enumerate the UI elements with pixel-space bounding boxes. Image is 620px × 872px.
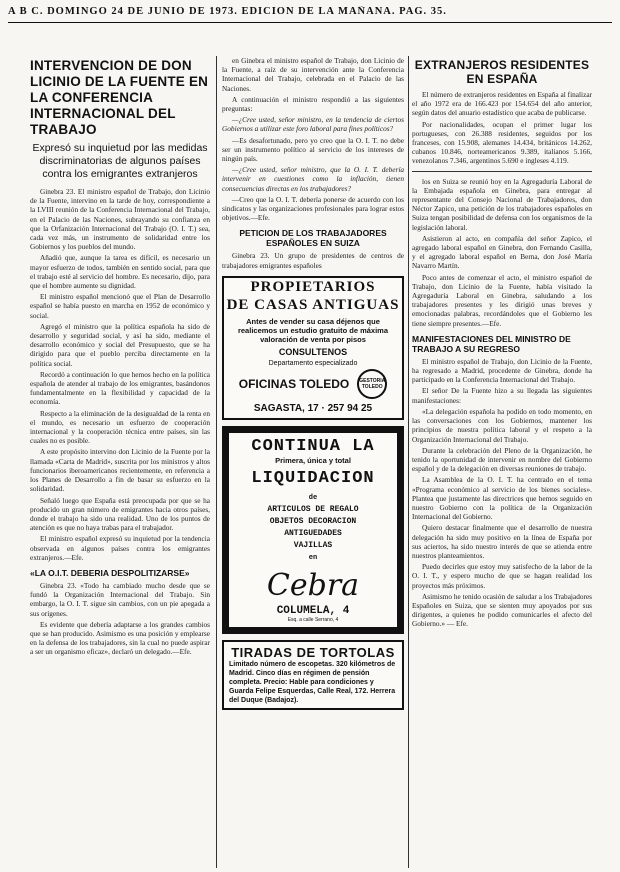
ad-tiny-note: Esq. a calle Serrano, 4 [287, 616, 339, 623]
ad-en: en [308, 553, 318, 562]
separator [412, 171, 592, 172]
ad-de: de [308, 493, 318, 502]
paragraph: A continuación el ministro respondió a las siguientes preguntas: [222, 94, 404, 114]
ad-title-line2: DE CASAS ANTIGUAS [226, 296, 400, 313]
paragraph: Ginebra 23. Un grupo de presidentes de centros de trabajadores emigrantes españoles [222, 251, 404, 270]
ad-liquidacion-title: LIQUIDACION [251, 468, 375, 488]
paragraph: «La delegación española ha podido en todo momento, en las conversaciones con los Gobiernos, mantener los principios de nuestra política laboral y el respeto a la Organización Internacional del Trabajo. [412, 406, 592, 444]
article-column-3 [412, 56, 592, 868]
page-header: A B C. DOMINGO 24 DE JUNIO DE 1973. EDICION DE LA MAÑANA. PAG. 35. [8, 6, 447, 17]
paragraph: Agregó el ministro que la política española ha sido de desarrollo y seguridad social, y así ha sido, mediante el desarrollo económico y social del Presupuesto, que se ha dirigido para que el pueblo perciba directamente en la política social. [30, 321, 210, 368]
paragraph: Quiero destacar finalmente que el desarrollo de nuestra delegación ha sido muy positivo en la línea de España por sus aciertos, ha sido nuestro interés de que se atienda entre nuestros planteamientos. [412, 523, 592, 560]
paragraph: El ministro español de Trabajo, don Licinio de la Fuente, ha regresado a Madrid, procedente de Ginebra, donde ha participado en la Conferencia Internacional del Trabajo. [412, 356, 592, 385]
paragraph: Poco antes de comenzar el acto, el ministro español de Trabajo, don Licinio de la Fuente, había visitado la Agregaduría Laboral en Ginebra, saludando a los trabajadores presentes y les dirigió unas breves y emocionadas palabras, recordándoles que el Gobierno les tiene siempre presentes.—Efe. [412, 272, 592, 328]
cebra-logo: Cebra [266, 567, 360, 603]
paragraph: Añadió que, aunque la tarea es difícil, es necesario un mayor esfuerzo de todos, también en sentido social, para que el trabajo esté al servicio del hombre. Es necesario, dijo, para que el hombre aumente su dignidad. [30, 253, 210, 291]
paragraph: Es evidente que debería adaptarse a los grandes cambios que se han producido. Asimismo es una posición y emplearse en la defensa de los trabajadores, sin la cual no puede aspirar a ser un organismo eficaz», declaró un delegado.—Efe. [30, 619, 210, 657]
paragraph: Recordó a continuación lo que hemos hecho en la política española de atender al trabajo de los emigrantes, basándonos fundamentalmente en la flexibilidad y capacidad de la economía. [30, 369, 210, 407]
ad-office-row [224, 369, 402, 399]
section-headline: MANIFESTACIONES DEL MINISTRO DE TRABAJO A SU REGRESO [412, 333, 571, 354]
ad-department: Departamento especializado [268, 359, 358, 367]
article-headline: EXTRANJEROS RESIDENTES EN ESPAÑA [414, 58, 590, 86]
ad-primera: Primera, única y total [275, 455, 351, 465]
ad-office-name: OFICINAS TOLEDO [238, 376, 350, 391]
paragraph: Respecto a la eliminación de la desigualdad de la renta en el mundo, es necesario un esfuerzo de cooperación internacional y la cooperación técnica entre países, sin las cuales no es posible. [30, 408, 210, 446]
article-subhead: Expresó su inquietud por las medidas discriminatorias de algunos países contra los emigrantes extranjeros [32, 142, 208, 180]
column-divider-2 [408, 56, 409, 868]
paragraph: —Creo que la O. I. T. debería ponerse de acuerdo con los sindicatos y las organizaciones profesionales para lograr estos objetivos.—Efe. [222, 194, 404, 223]
paragraph: los en Suiza se reunió hoy en la Agregaduría Laboral de la Embajada española en Ginebra, para entregar al representante del Consejo Nacional de Trabajadores, don Néctor Zapico, una petición de los trabajadores españoles en Suiza tengan posibilidad de defensa con los organismos de la legislación laboral. [412, 176, 592, 232]
paragraph: El ministro español mencionó que el Plan de Desarrollo español se había puesto en marcha en 1952 de económico y social. [30, 292, 210, 320]
section-kicker: «LA O.I.T. DEBERIA DESPOLITIZARSE» [30, 567, 190, 578]
paragraph: Puedo decirles que estoy muy satisfecho de la labor de la O. I. T., y espero mucho de que se hagan realidad los proyectos más próximos. [412, 562, 592, 590]
article-column-1 [30, 56, 210, 868]
ad-tortolas-title: TIRADAS DE TORTOLAS [231, 644, 395, 660]
ad-tortolas [222, 640, 404, 710]
ad-tagline: CONSULTENOS [278, 346, 348, 357]
gestoria-logo-icon: GESTORIA TOLEDO [357, 369, 387, 399]
paragraph: Ginebra 23. «Todo ha cambiado mucho desde que se fundó la Organización Internacional del Trabajo. Sin embargo, la O. I. T. sigue sin cambios, con un pie apegada a sus orígenes. [30, 580, 210, 618]
paragraph: en Ginebra el ministro español de Trabajo, don Licinio de la Fuente, a raíz de su intervención ante la Conferencia Internacional del Trabajo, celebrada en el Palacio de las Naciones. [222, 56, 404, 93]
interview-question: —¿Cree usted, señor ministro, que la O. I. T. debería intervenir en cuestiones como la inflación, tienen consecuencias directas en los trabajadores? [222, 165, 404, 193]
paragraph: El ministro español expresó su inquietud por la tendencia observada en algunos países contra los emigrantes extranjeros.—Efe. [30, 534, 210, 562]
paragraph: Señaló luego que España está preocupada por que se ha producido un gran número de emigrantes hacia otros países, donde el trabajo ha sido una realidad. Uno de los puntos de atención es que no haya trabas para el trabajador. [30, 495, 210, 533]
ad-propietarios [222, 276, 404, 420]
ad-address: COLUMELA, 4 [276, 604, 350, 617]
ad-liquidacion-inner [228, 432, 398, 628]
paragraph: —Es desafortunado, pero yo creo que la O. I. T. no debe ser un instrumento político al servicio de los intereses de ningún país. [222, 135, 404, 164]
paragraph: El número de extranjeros residentes en España al finalizar el año 1972 era de 166.423 por 154.654 del año anterior, según datos del anuario estadístico que acaba de publicarse. [412, 90, 592, 118]
ad-item: VAJILLAS [293, 540, 333, 550]
paragraph: Por nacionalidades, ocupan el primer lugar los portugueses, con 26.388 residentes, seguidos por los franceses, con 15.908, alemanes 14.434, británicos 14.262, cubanos 10.846, norteamericanos 9.389, italianos 5.166, venezolanos 7.346, argentinos 5.690 e ingleses 4.119. [412, 119, 592, 166]
ad-address: SAGASTA, 17 · 257 94 25 [253, 402, 373, 414]
paragraph: La Asamblea de la O. I. T. ha centrado en el tema «Programa económico al servicio de los bienes sociales». Plantea que justamente las directrices que hemos seguido en nuestro Gobierno con la política de la Organización Internacional del Gobierno. [412, 475, 592, 522]
interview-question: —¿Cree usted, señor ministro, en la tendencia de ciertos Gobiernos a utilizar este foro laboral para fines políticos? [222, 115, 404, 134]
article-body [30, 187, 210, 562]
ad-body: Antes de vender su casa déjenos que realicemos un estudio gratuito de máxima valoración de venta por pisos [237, 316, 389, 344]
ad-liquidacion [222, 426, 404, 634]
paragraph: Asimismo he tenido ocasión de saludar a los Trabajadores Españoles en Suiza, que se sienten muy apoyados por sus dirigentes, a quienes he podido comunicarles el afecto del Gobierno.» — Efe. [412, 591, 592, 629]
paragraph: Asistieron al acto, en compañía del señor Zapico, el agregado laboral español en Ginebra, don Fernando Casilla, y el agregado laboral español en Berna, don José María Navarro Martín. [412, 233, 592, 271]
ad-tortolas-body: Limitado número de escopetas. 320 kilómetros de Madrid. Cinco días en régimen de pensión completa. Precio: Hable para condiciones y Guarda Felipe Esquerdas, Calle Real, 172. Herrera del Duque (Badajoz). [229, 660, 396, 704]
section-headline: PETICION DE LOS TRABAJADORES ESPAÑOLES EN SUIZA [239, 228, 387, 249]
ad-item: ANTIGUEDADES [284, 528, 342, 538]
article-headline: INTERVENCION DE DON LICINIO DE LA FUENTE EN LA CONFERENCIA INTERNACIONAL DEL TRABAJO [30, 58, 209, 137]
header-rule [8, 22, 612, 23]
column-divider-1 [216, 56, 217, 868]
paragraph: Ginebra 23. El ministro español de Trabajo, don Licinio de la Fuente, intervino en la tarde de hoy, correspondiente a la LVIII reunión de la Conferencia Internacional del Trabajo, en el Palacio de las Naciones, subrayando su confianza en que la Orfanización Internacional del Trabajo (O. I. T.) sea, cada vez más, un instrumento de solidaridad entre los Gobiernos y los pueblos del mundo. [30, 187, 210, 252]
paragraph: El señor De la Fuente hizo a su llegada las siguientes manifestaciones: [412, 386, 592, 405]
ad-title-line1: PROPIETARIOS [250, 278, 376, 295]
article-column-2 [222, 56, 404, 868]
paragraph: A este propósito intervino don Licinio de la Fuente por la llamada «Carta de Madrid», suscrita por los ministros y altos funcionarios iberoamericanos recientemente, en referencia a los Planes de Desarrollo a fin de basar su esfuerzo en la solidaridad. [30, 447, 210, 494]
ad-item: OBJETOS DECORACION [269, 516, 357, 526]
paragraph: Durante la celebración del Pleno de la Organización, he tenido la oportunidad de intervenir en nombre del Gobierno español y de la delegación en diversas reuniones de trabajo. [412, 445, 592, 474]
ad-continua: CONTINUA LA [251, 436, 375, 456]
ad-item: ARTICULOS DE REGALO [267, 504, 359, 514]
